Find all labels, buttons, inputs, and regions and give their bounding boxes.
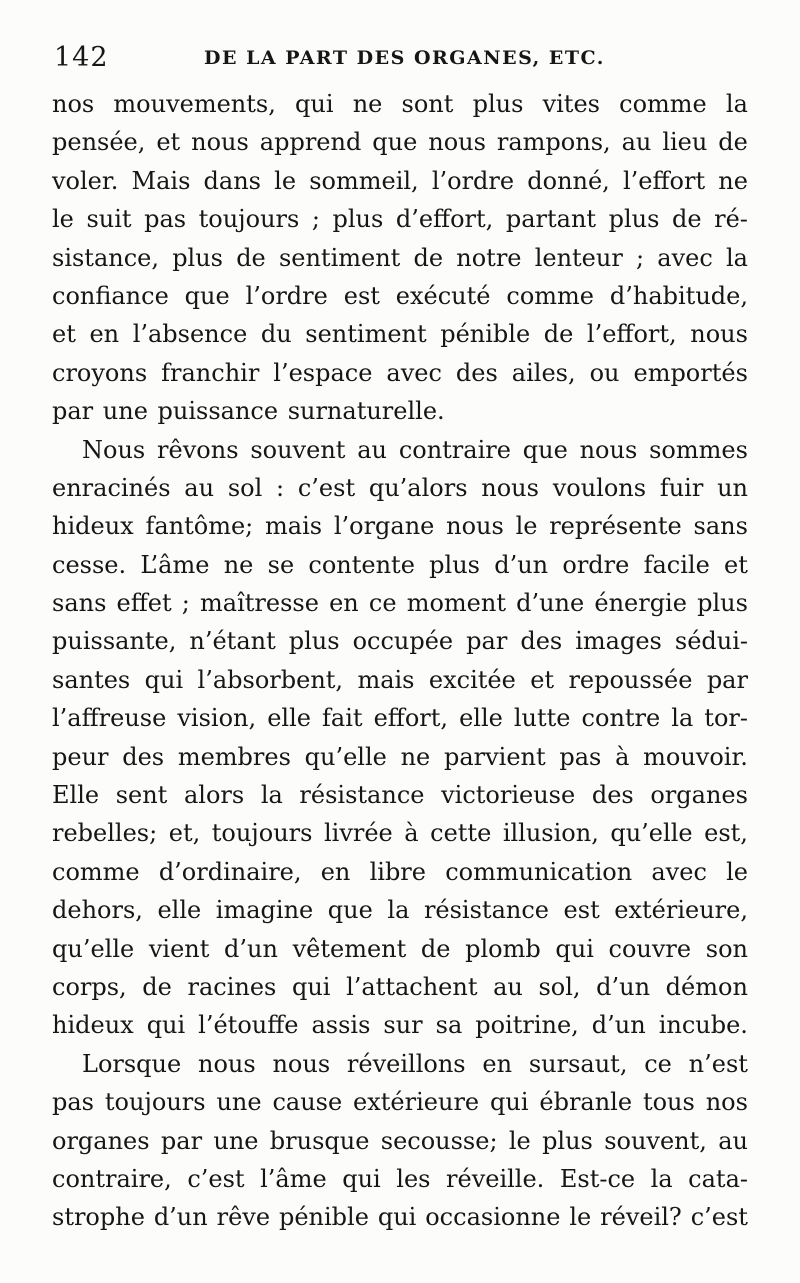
text-line: sistance, plus de sentiment de notre lenteur ; avec la — [52, 243, 748, 272]
body-text — [52, 85, 748, 1237]
text-line: nos mouvements, qui ne sont plus vites comme la — [52, 90, 748, 118]
text-line: l’affreuse vision, elle fait effort, elle lutte contre la tor- — [52, 704, 748, 733]
text-line: contraire, c’est l’âme qui les réveille. Est-ce la cata- — [52, 1164, 748, 1193]
text-line: qu’elle vient d’un vêtement de plomb qui couvre son — [52, 934, 748, 963]
text-line: organes par une brusque secousse; le plus souvent, au — [52, 1126, 748, 1155]
text-line: sans effet ; maîtresse en ce moment d’une énergie plus — [52, 589, 748, 618]
running-title: DE LA PART DES ORGANES, ETC. — [204, 47, 605, 69]
text-line: enracinés au sol : c’est qu’alors nous voulons fuir un — [52, 473, 748, 502]
text-line: croyons franchir l’espace avec des ailes, ou emportés — [52, 358, 748, 387]
text-line: Lorsque nous nous réveillons en sursaut, ce n’est — [82, 1049, 748, 1078]
text-line: par une puissance surnaturelle. — [52, 397, 445, 426]
paragraph — [52, 1045, 748, 1237]
text-line: strophe d’un rêve pénible qui occasionne le réveil? c’est — [52, 1203, 748, 1232]
text-line: hideux fantôme; mais l’organe nous le représente sans — [52, 512, 748, 541]
text-line: comme d’ordinaire, en libre communication avec le — [52, 857, 748, 886]
text-line: hideux qui l’étouffe assis sur sa poitrine, d’un incube. — [52, 1011, 748, 1040]
page-header — [54, 38, 754, 78]
text-line: corps, de racines qui l’attachent au sol, d’un démon — [52, 972, 748, 1001]
page-number: 142 — [54, 42, 109, 73]
paragraph — [52, 85, 748, 431]
text-line: confiance que l’ordre est exécuté comme d’habitude, — [52, 281, 748, 310]
text-line: pas toujours une cause extérieure qui ébranle tous nos — [52, 1088, 748, 1117]
paragraph — [52, 431, 748, 1045]
text-line: dehors, elle imagine que la résistance est extérieure, — [52, 896, 748, 925]
text-line: Nous rêvons souvent au contraire que nous sommes — [82, 435, 748, 464]
text-line: santes qui l’absorbent, mais excitée et repoussée par — [52, 665, 748, 694]
text-line: le suit pas toujours ; plus d’effort, partant plus de ré- — [52, 205, 748, 234]
text-line: rebelles; et, toujours livrée à cette illusion, qu’elle est, — [52, 819, 748, 848]
text-line: peur des membres qu’elle ne parvient pas à mouvoir. — [52, 742, 748, 771]
text-line: et en l’absence du sentiment pénible de l’effort, nous — [52, 320, 748, 349]
text-line: cesse. L’âme ne se contente plus d’un ordre facile et — [52, 550, 748, 579]
text-line: pensée, et nous apprend que nous rampons, au lieu de — [52, 128, 748, 157]
text-line: puissante, n’étant plus occupée par des images sédui- — [52, 627, 748, 656]
text-line: Elle sent alors la résistance victorieuse des organes — [52, 781, 748, 810]
text-line: voler. Mais dans le sommeil, l’ordre donné, l’effort ne — [52, 166, 748, 195]
